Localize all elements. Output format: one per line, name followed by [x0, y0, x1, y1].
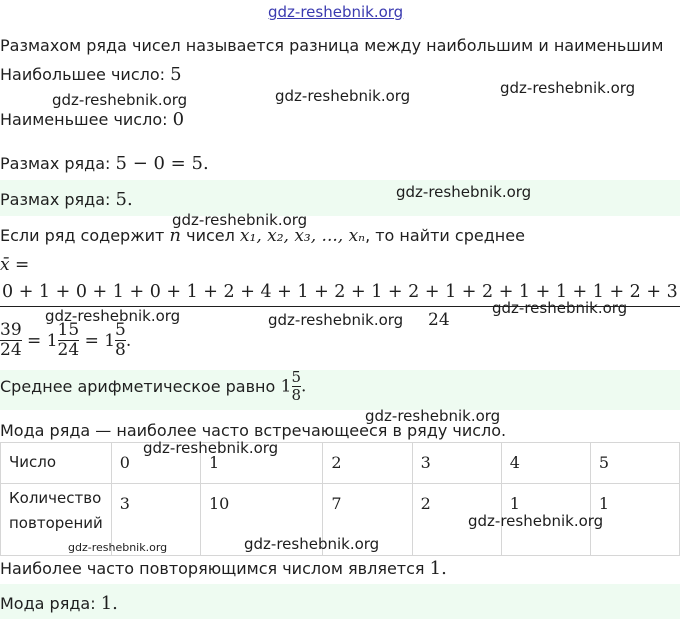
mean-answer-end: .: [301, 376, 307, 397]
table-cell: 1: [590, 484, 679, 556]
mean-xbar: x̄ =: [0, 255, 30, 275]
watermark: gdz-reshebnik.org: [172, 211, 308, 229]
range-definition: Размахом ряда чисел называется разница между наибольшим и наименьшим: [0, 36, 664, 55]
mode-result-value: 1.: [429, 558, 447, 579]
frac1-numerator: 39: [0, 320, 22, 340]
min-number-line: [0, 109, 184, 130]
table-cell: 7: [323, 484, 412, 556]
watermark: gdz-reshebnik.org: [45, 307, 181, 325]
frac3-denominator: 8: [115, 339, 126, 360]
mode-result-text: Наиболее часто повторяющимся числом является: [0, 559, 425, 578]
mean-intro-suffix: , то найти среднее: [365, 226, 525, 245]
table-header-cell: 2: [323, 443, 412, 484]
watermark: gdz-reshebnik.org: [244, 535, 380, 553]
mean-answer-fraction: [292, 370, 302, 403]
mean-intro-vars: x₁, x₂, x₃, ..., xₙ: [239, 226, 366, 246]
row-label-line-2: повторений: [9, 514, 103, 532]
eq-2: = 1: [84, 330, 116, 351]
table-header-label: Число: [1, 443, 112, 484]
watermark: gdz-reshebnik.org: [365, 407, 501, 425]
answer-numerator: 5: [291, 368, 302, 386]
range-answer-label: Размах ряда:: [0, 190, 111, 209]
range-answer-value: 5.: [115, 189, 133, 210]
watermark: gdz-reshebnik.org: [492, 299, 628, 317]
mean-intro-middle: чисел: [186, 226, 235, 245]
table-header-cell: 5: [590, 443, 679, 484]
mean-intro-n: n: [169, 225, 182, 246]
frac1-denominator: 24: [0, 339, 22, 360]
watermark: gdz-reshebnik.org: [68, 541, 168, 554]
frac2-numerator: 15: [57, 320, 80, 340]
watermark: gdz-reshebnik.org: [52, 91, 188, 109]
row-label-line-1: Количество: [9, 489, 102, 507]
table-header-cell: 0: [111, 443, 200, 484]
mode-definition: Мода ряда — наиболее часто встречающееся в ряду число.: [0, 421, 507, 440]
table-cell: 3: [111, 484, 200, 556]
mean-fraction-5-8: [115, 322, 126, 360]
mean-sum-denominator: 24: [428, 310, 450, 330]
mean-answer-whole: 1: [280, 376, 292, 397]
answer-denominator: 8: [291, 385, 302, 404]
mode-answer: [0, 593, 118, 614]
watermark: gdz-reshebnik.org: [468, 512, 604, 530]
mean-end: .: [125, 330, 132, 351]
table-cell: 1: [501, 484, 590, 556]
min-label: Наименьшее число:: [0, 110, 168, 129]
watermark: gdz-reshebnik.org: [500, 79, 636, 97]
watermark-link[interactable]: gdz-reshebnik.org: [268, 3, 404, 21]
mode-answer-label: Мода ряда:: [0, 594, 96, 613]
max-label: Наибольшее число:: [0, 65, 166, 84]
mode-result: [0, 558, 447, 579]
mean-answer-label: Среднее арифметическое равно: [0, 377, 276, 397]
watermark: gdz-reshebnik.org: [143, 439, 279, 457]
frac2-denominator: 24: [57, 339, 80, 360]
range-answer: [0, 189, 133, 210]
range-calculation: [0, 153, 209, 174]
table-row: [1, 443, 680, 484]
table-header-cell: 4: [501, 443, 590, 484]
frac3-numerator: 5: [115, 320, 126, 340]
max-value: 5: [170, 64, 182, 85]
table-header-cell: 3: [412, 443, 501, 484]
table-cell: 10: [200, 484, 322, 556]
mean-simplification: [0, 322, 131, 360]
range-calc-label: Размах ряда:: [0, 154, 111, 173]
eq-1: = 1: [27, 330, 58, 351]
watermark: gdz-reshebnik.org: [275, 87, 411, 105]
mean-fraction-39-24: [0, 322, 22, 360]
table-header-cell: 1: [200, 443, 322, 484]
watermark: gdz-reshebnik.org: [268, 311, 404, 329]
min-value: 0: [172, 109, 185, 130]
mean-sum-numerator: 0 + 1 + 0 + 1 + 0 + 1 + 2 + 4 + 1 + 2 + 1 + 2 + 1 + 2 + 1 + 1 + 1 + 2 + 3: [2, 282, 678, 302]
table-cell: 2: [412, 484, 501, 556]
mode-answer-value: 1.: [100, 593, 118, 614]
max-number-line: [0, 64, 182, 85]
mean-fraction-15-24: [58, 322, 80, 360]
watermark: gdz-reshebnik.org: [396, 183, 532, 201]
mean-answer: [0, 370, 306, 403]
mean-intro-prefix: Если ряд содержит: [0, 226, 165, 245]
range-calc-expr: 5 − 0 = 5.: [115, 153, 209, 174]
